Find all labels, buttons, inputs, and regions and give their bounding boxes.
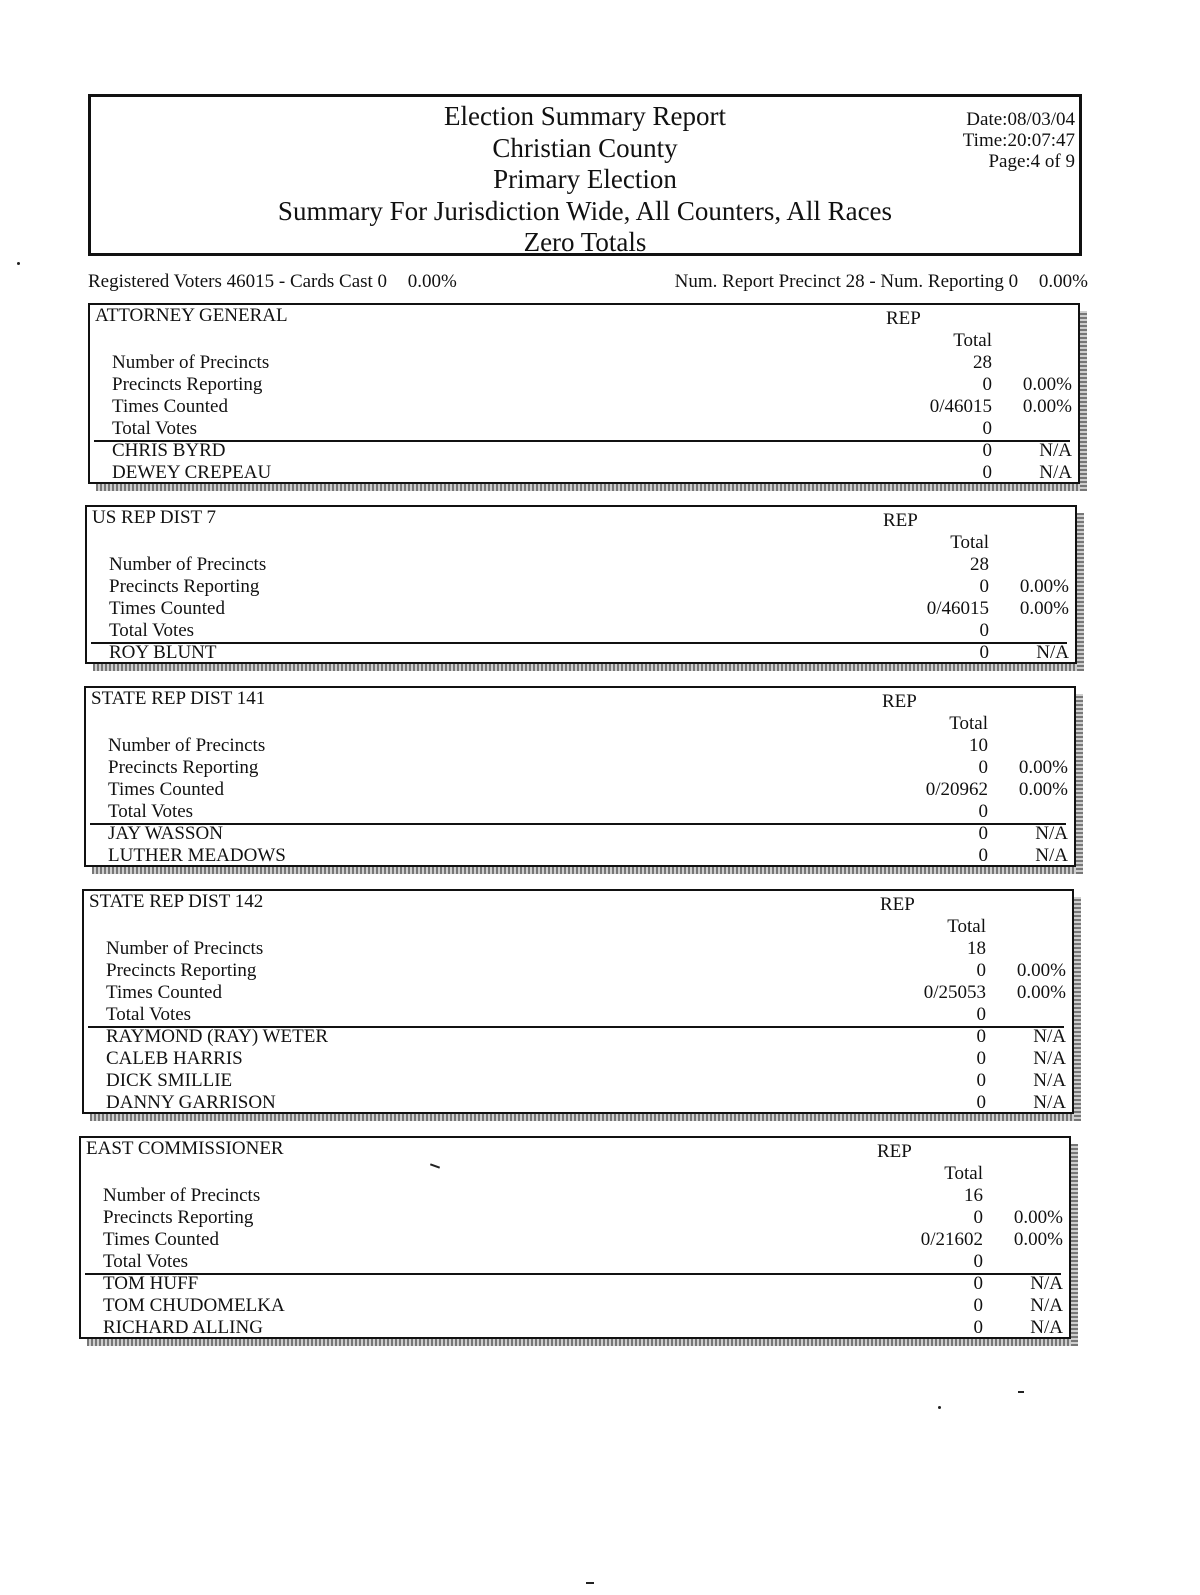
candidate-row-label: ROY BLUNT (109, 642, 217, 663)
candidate-row-label: TOM CHUDOMELKA (103, 1295, 285, 1316)
stat-row-label: Number of Precincts (106, 938, 264, 959)
race-party: REP (883, 510, 918, 531)
stat-row-label: Precincts Reporting (112, 374, 263, 395)
stat-row-value: 28 (973, 352, 992, 373)
race-box (85, 505, 1077, 664)
stat-row (81, 1207, 1069, 1229)
candidate-row-percent: N/A (1035, 823, 1068, 844)
candidate-row (81, 1295, 1069, 1317)
candidate-row-value: 0 (982, 440, 992, 461)
candidate-row (90, 462, 1078, 484)
candidate-row (84, 1092, 1072, 1114)
candidate-row (84, 1070, 1072, 1092)
stat-row-label: Times Counted (109, 598, 225, 619)
race-party: REP (886, 308, 921, 329)
county-name: Christian County (492, 132, 678, 163)
candidate-row-value: 0 (976, 1070, 986, 1091)
candidate-divider (85, 1273, 1061, 1275)
stat-row-label: Precincts Reporting (109, 576, 260, 597)
stat-row-label: Precincts Reporting (106, 960, 257, 981)
stat-row (90, 352, 1078, 374)
race-party: REP (882, 691, 917, 712)
stat-row (84, 960, 1072, 982)
stat-row-label: Number of Precincts (103, 1185, 261, 1206)
stat-row-value: 0 (979, 620, 989, 641)
stat-row-label: Total Votes (109, 620, 195, 641)
race-rows (87, 554, 1075, 664)
report-header (88, 94, 1082, 256)
candidate-row (84, 1026, 1072, 1048)
stat-row-value: 0 (973, 1251, 983, 1272)
total-column-header: Total (947, 916, 986, 937)
scan-mark (17, 262, 20, 265)
stat-row-label: Total Votes (112, 418, 198, 439)
candidate-row-percent: N/A (1030, 1317, 1063, 1338)
stat-row-value: 0/25053 (923, 982, 986, 1003)
candidate-row-percent: N/A (1033, 1026, 1066, 1047)
race-title: ATTORNEY GENERAL (95, 305, 288, 326)
candidate-row-value: 0 (978, 823, 988, 844)
candidate-row-label: CALEB HARRIS (106, 1048, 243, 1069)
candidate-row-label: RICHARD ALLING (103, 1317, 263, 1338)
candidate-row-value: 0 (973, 1295, 983, 1316)
race-party: REP (880, 894, 915, 915)
report-date: Date:08/03/04 (966, 109, 1075, 130)
stat-row-label: Precincts Reporting (103, 1207, 254, 1228)
report-time: Time:20:07:47 (962, 130, 1075, 151)
candidate-row-value: 0 (979, 642, 989, 663)
stat-row (90, 396, 1078, 418)
stat-row-label: Number of Precincts (112, 352, 270, 373)
race-title: US REP DIST 7 (92, 507, 217, 528)
candidate-divider (94, 440, 1070, 442)
stat-row-value: 0 (979, 576, 989, 597)
stat-row-label: Total Votes (106, 1004, 192, 1025)
stat-row-percent: 0.00% (1016, 960, 1066, 981)
stat-row (87, 554, 1075, 576)
stat-row-value: 0 (978, 801, 988, 822)
total-column-header: Total (950, 532, 989, 553)
total-column-header: Total (953, 330, 992, 351)
total-column-header: Total (949, 713, 988, 734)
stat-row-percent: 0.00% (1013, 1229, 1063, 1250)
candidate-row (86, 845, 1074, 867)
candidate-divider (90, 823, 1066, 825)
stat-row-percent: 0.00% (1022, 374, 1072, 395)
stat-row-value: 28 (970, 554, 989, 575)
race-title: STATE REP DIST 142 (89, 891, 264, 912)
stat-row (84, 982, 1072, 1004)
candidate-row-label: DICK SMILLIE (106, 1070, 233, 1091)
stat-row-value: 0 (976, 960, 986, 981)
candidate-row (81, 1317, 1069, 1339)
stat-row-label: Total Votes (108, 801, 194, 822)
stat-row-percent: 0.00% (1019, 598, 1069, 619)
stat-row (84, 1004, 1072, 1026)
candidate-row-percent: N/A (1039, 440, 1072, 461)
stat-row-label: Times Counted (103, 1229, 219, 1250)
stat-row (86, 801, 1074, 823)
candidate-row-percent: N/A (1033, 1048, 1066, 1069)
stat-row-label: Times Counted (112, 396, 228, 417)
candidate-row-label: TOM HUFF (103, 1273, 199, 1294)
stat-row-value: 0/46015 (929, 396, 992, 417)
precinct-reporting-text: Num. Report Precinct 28 - Num. Reporting 0 (674, 271, 1019, 292)
precinct-reporting-summary (675, 271, 1088, 293)
candidate-row-value: 0 (976, 1092, 986, 1113)
stat-row-percent: 0.00% (1016, 982, 1066, 1003)
race-party: REP (877, 1141, 912, 1162)
stat-row-value: 0 (982, 374, 992, 395)
stat-row-percent: 0.00% (1018, 779, 1068, 800)
stat-row-label: Total Votes (103, 1251, 189, 1272)
stat-row (84, 938, 1072, 960)
candidate-row-value: 0 (973, 1317, 983, 1338)
candidate-row (81, 1273, 1069, 1295)
candidate-row-value: 0 (976, 1048, 986, 1069)
stat-row-value: 18 (967, 938, 986, 959)
stat-row-value: 10 (969, 735, 988, 756)
stat-row-label: Precincts Reporting (108, 757, 259, 778)
candidate-row (90, 440, 1078, 462)
stat-row-percent: 0.00% (1019, 576, 1069, 597)
stat-row (81, 1185, 1069, 1207)
stat-row-percent: 0.00% (1022, 396, 1072, 417)
candidate-row-percent: N/A (1035, 845, 1068, 866)
candidate-divider (91, 642, 1067, 644)
stat-row-value: 16 (964, 1185, 983, 1206)
report-titles (91, 101, 1079, 259)
stat-row (86, 757, 1074, 779)
stat-row (81, 1251, 1069, 1273)
candidate-row-label: DANNY GARRISON (106, 1092, 276, 1113)
stat-row (81, 1229, 1069, 1251)
stat-row-label: Times Counted (106, 982, 222, 1003)
registered-voters-summary (88, 271, 457, 293)
candidate-row-percent: N/A (1030, 1295, 1063, 1316)
candidate-row-label: CHRIS BYRD (112, 440, 226, 461)
stat-row-value: 0 (973, 1207, 983, 1228)
stat-row-value: 0/46015 (926, 598, 989, 619)
race-title: EAST COMMISSIONER (86, 1138, 284, 1159)
stat-row (87, 620, 1075, 642)
scan-mark (586, 1582, 594, 1584)
candidate-row-label: LUTHER MEADOWS (108, 845, 286, 866)
stat-row-value: 0/20962 (925, 779, 988, 800)
total-column-header: Total (944, 1163, 983, 1184)
race-box (82, 889, 1074, 1114)
stat-row-label: Number of Precincts (108, 735, 266, 756)
scan-mark (938, 1406, 941, 1409)
race-rows (86, 735, 1074, 867)
stat-row-label: Times Counted (108, 779, 224, 800)
stat-row-value: 0 (982, 418, 992, 439)
race-box (79, 1136, 1071, 1339)
stat-row (87, 598, 1075, 620)
candidate-row-label: DEWEY CREPEAU (112, 462, 272, 483)
candidate-row-percent: N/A (1039, 462, 1072, 483)
stat-row (86, 779, 1074, 801)
candidate-row-percent: N/A (1036, 642, 1069, 663)
stat-row-value: 0 (978, 757, 988, 778)
stat-row (87, 576, 1075, 598)
candidate-row (84, 1048, 1072, 1070)
totals-type: Zero Totals (523, 227, 647, 257)
stat-row (86, 735, 1074, 757)
stat-row-percent: 0.00% (1018, 757, 1068, 778)
candidate-row-percent: N/A (1033, 1092, 1066, 1113)
summary-scope: Summary For Jurisdiction Wide, All Counters, All Races (277, 195, 893, 226)
candidate-row-label: JAY WASSON (108, 823, 223, 844)
election-name: Primary Election (493, 164, 677, 194)
candidate-row-percent: N/A (1030, 1273, 1063, 1294)
stat-row-label: Number of Precincts (109, 554, 267, 575)
candidate-row-value: 0 (982, 462, 992, 483)
stat-row (90, 374, 1078, 396)
candidate-row (86, 823, 1074, 845)
candidate-row-value: 0 (978, 845, 988, 866)
race-rows (81, 1185, 1069, 1339)
candidate-row-value: 0 (976, 1026, 986, 1047)
stat-row (90, 418, 1078, 440)
race-box (84, 686, 1076, 867)
race-rows (90, 352, 1078, 484)
candidate-divider (88, 1026, 1064, 1028)
candidate-row-label: RAYMOND (RAY) WETER (106, 1026, 329, 1047)
stat-row-percent: 0.00% (1013, 1207, 1063, 1228)
race-box (88, 303, 1080, 484)
race-title: STATE REP DIST 141 (91, 688, 266, 709)
scan-mark (1018, 1391, 1024, 1393)
candidate-row (87, 642, 1075, 664)
registered-voters-text: Registered Voters 46015 - Cards Cast 0 (88, 271, 388, 292)
report-meta (963, 109, 1075, 172)
candidate-row-percent: N/A (1033, 1070, 1066, 1091)
registered-voters-pct: 0.00% (407, 271, 457, 292)
page-number: Page:4 of 9 (988, 151, 1075, 172)
stat-row-value: 0/21602 (920, 1229, 983, 1250)
precinct-reporting-pct: 0.00% (1038, 271, 1088, 292)
candidate-row-value: 0 (973, 1273, 983, 1294)
report-title: Election Summary Report (444, 101, 726, 131)
stat-row-value: 0 (976, 1004, 986, 1025)
